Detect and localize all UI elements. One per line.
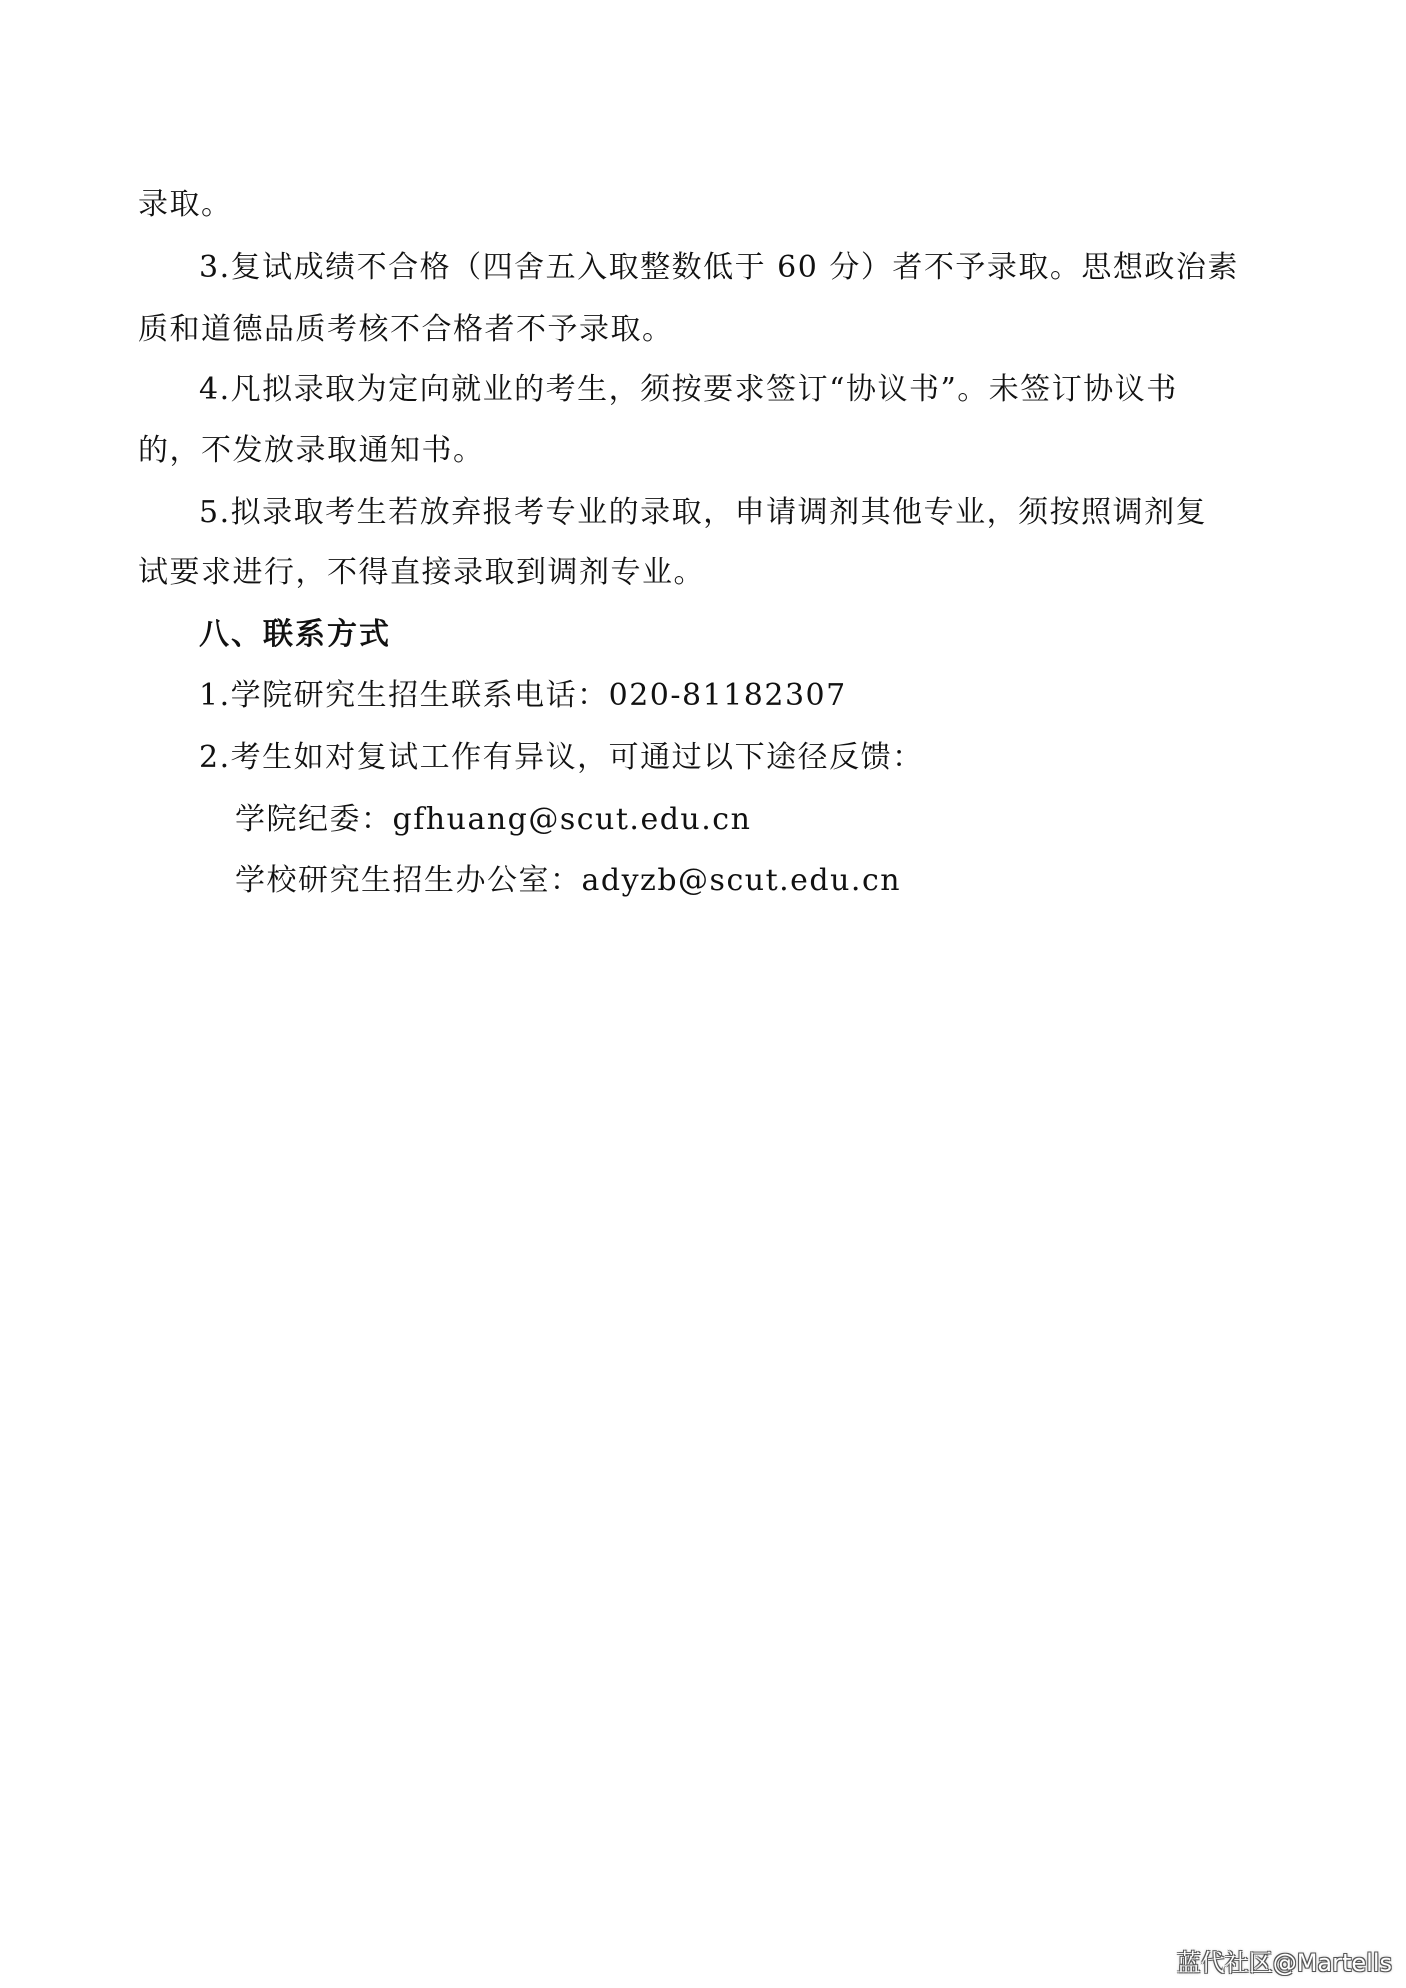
feedback-intro-line: 2.考生如对复试工作有异议，可通过以下途径反馈： — [199, 740, 924, 775]
college-discipline-email-line: 学院纪委：gfhuang@scut.edu.cn — [235, 802, 752, 837]
watermark: 蓝代社区@Martells — [1176, 1949, 1392, 1977]
graduate-admissions-email-line: 学校研究生招生办公室：adyzb@scut.edu.cn — [235, 863, 902, 898]
paragraph-line: 的，不发放录取通知书。 — [138, 433, 485, 468]
contact-phone-line: 1.学院研究生招生联系电话：020-81182307 — [199, 678, 847, 713]
paragraph-line: 4.凡拟录取为定向就业的考生，须按要求签订“协议书”。未签订协议书 — [199, 372, 1178, 407]
paragraph-line: 5.拟录取考生若放弃报考专业的录取，申请调剂其他专业，须按照调剂复 — [199, 495, 1208, 530]
paragraph-line: 录取。 — [138, 187, 233, 222]
paragraph-line: 试要求进行，不得直接录取到调剂专业。 — [138, 555, 705, 590]
section-heading: 八、联系方式 — [199, 617, 391, 652]
paragraph-line: 质和道德品质考核不合格者不予录取。 — [138, 312, 674, 347]
paragraph-line: 3.复试成绩不合格（四舍五入取整数低于 60 分）者不予录取。思想政治素 — [199, 250, 1239, 285]
